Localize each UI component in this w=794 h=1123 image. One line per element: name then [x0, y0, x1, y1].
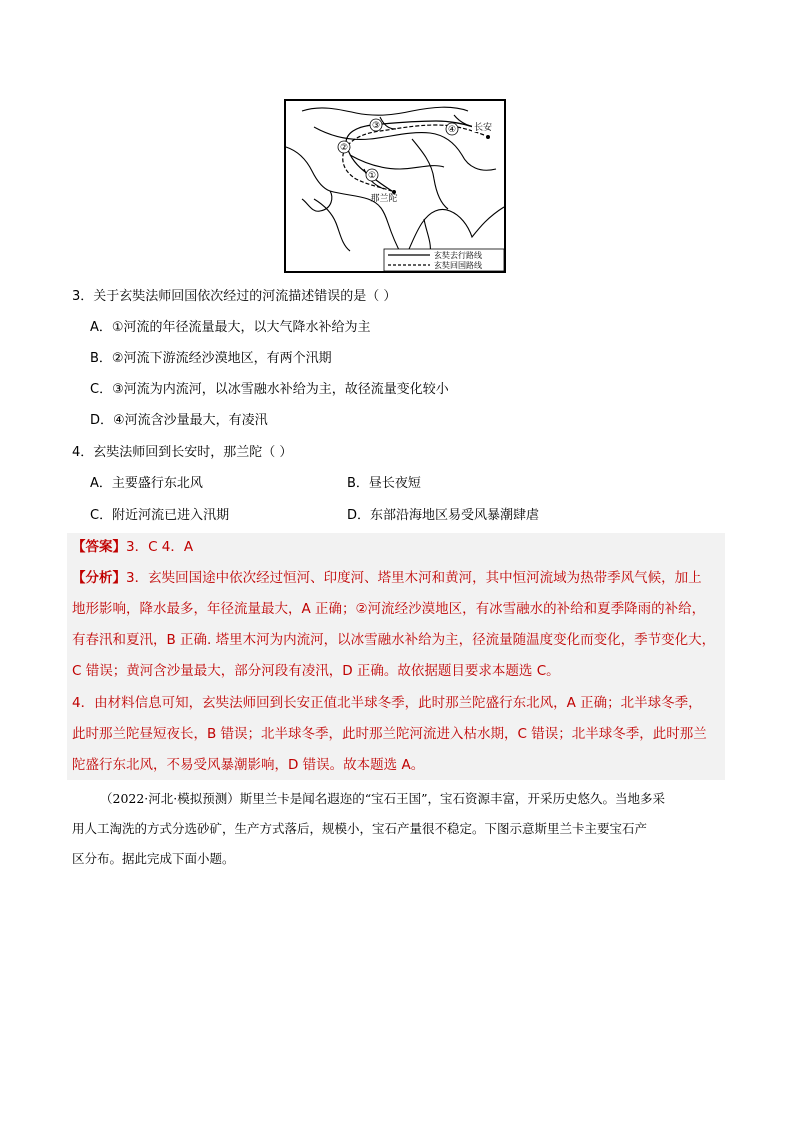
analysis-tag: 【分析】 [72, 570, 126, 586]
analysis-line-1 [72, 568, 702, 588]
analysis-text-1: 3．玄奘回国途中依次经过恒河、印度河、塔里木河和黄河，其中恒河流域为热带季风气候，加上 [126, 570, 702, 586]
marker-3-label: ③ [371, 121, 381, 131]
nalantuo-label: 那兰陀 [370, 194, 398, 204]
analysis-line-5: 4．由材料信息可知，玄奘法师回到长安正值北半球冬季，此时那兰陀盛行东北风，A 正确；北半球冬季， [72, 695, 702, 711]
question-3-option-a: A．①河流的年径流量最大，以大气降水补给为主 [90, 320, 371, 335]
material-line-1: （2022·河北·模拟预测）斯里兰卡是闻名遐迩的“宝石王国”，宝石资源丰富，开采历史悠久。当地多采 [100, 791, 666, 806]
changan-dot [486, 135, 490, 139]
material-line-2: 用人工淘洗的方式分选砂矿，生产方式落后，规模小，宝石产量很不稳定。下图示意斯里兰卡主要宝石产 [72, 821, 648, 836]
route-map [284, 99, 506, 273]
question-4-option-a: A．主要盛行东北风 [90, 476, 203, 491]
answer-line [72, 537, 193, 557]
question-4-option-c: C．附近河流已进入汛期 [90, 508, 230, 523]
analysis-line-3: 有春汛和夏汛，B 正确. 塔里木河为内流河，以冰雪融水补给为主，径流量随温度变化而变化，季节变化大， [72, 632, 716, 648]
question-4-option-b: B．昼长夜短 [347, 476, 421, 491]
question-4-stem: 4．玄奘法师回到长安时，那兰陀（ ） [72, 445, 293, 460]
question-3-option-d: D．④河流含沙量最大，有凌汛 [90, 413, 268, 428]
legend-return: 玄奘回国路线 [434, 261, 482, 270]
marker-1-label: ① [367, 171, 377, 181]
nalantuo-dot [392, 190, 396, 194]
map-legend [384, 249, 504, 271]
question-4-option-d: D．东部沿海地区易受风暴潮肆虐 [347, 508, 540, 523]
marker-2-label: ② [339, 143, 349, 153]
analysis-line-7: 陀盛行东北风，不易受风暴潮影响，D 错误。故本题选 A。 [72, 757, 425, 773]
analysis-line-6: 此时那兰陀昼短夜长，B 错误；北半球冬季，此时那兰陀河流进入枯水期，C 错误；北半球冬季，此时那兰 [72, 726, 707, 742]
changan-label: 长安 [473, 123, 493, 133]
answer-tag: 【答案】 [72, 539, 126, 555]
material-line-3: 区分布。据此完成下面小题。 [72, 851, 235, 866]
question-3-stem: 3．关于玄奘法师回国依次经过的河流描述错误的是（ ） [72, 289, 397, 304]
question-3-option-b: B．②河流下游流经沙漠地区，有两个汛期 [90, 351, 332, 366]
analysis-line-4: C 错误；黄河含沙量最大，部分河段有凌汛，D 正确。故依据题目要求本题选 C。 [72, 663, 560, 679]
answer-text: 3．C 4．A [126, 539, 194, 555]
marker-4-label: ④ [447, 125, 457, 135]
analysis-line-2: 地形影响，降水最多，年径流量最大，A 正确；②河流经沙漠地区，有冰雪融水的补给和夏季降雨的补给， [72, 601, 706, 617]
legend-outbound: 玄奘去行路线 [434, 251, 482, 260]
question-3-option-c: C．③河流为内流河，以冰雪融水补给为主，故径流量变化较小 [90, 382, 449, 397]
